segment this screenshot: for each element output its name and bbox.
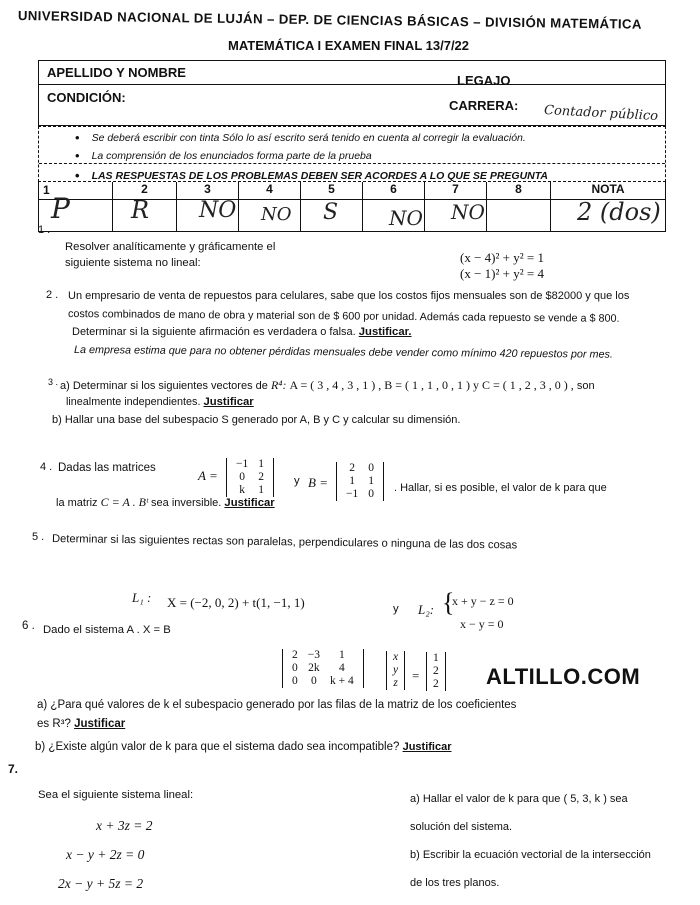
grade-col-2: 2 [113, 182, 177, 231]
q1-number: 1 . [38, 224, 51, 236]
q7-eq2: x − y + 2z = 0 [66, 847, 145, 862]
grade-col-8: 8 [487, 182, 551, 231]
q4-matrix-b: 2 0 1 1 −1 0 [336, 462, 384, 501]
q1-eq1: (x − 4)² + y² = 1 [460, 250, 544, 265]
q6-coef-matrix: 2 −3 1 0 2k 4 0 0 k + 4 [282, 649, 364, 688]
q4-intro: Dadas las matrices [58, 462, 156, 474]
university-header: UNIVERSIDAD NACIONAL DE LUJÁN – DEP. DE CIENCIAS BÁSICAS – DIVISIÓN MATEMÁTICA [17, 8, 642, 32]
q5-l2-eq2: x − y = 0 [460, 617, 504, 631]
q7-intro: Sea el siguiente sistema lineal: [38, 789, 194, 801]
q5-number: 5 . [32, 531, 45, 543]
q6-b-text: b) ¿Existe algún valor de k para que el sistema dado sea incompatible? Justificar [35, 741, 452, 753]
mark-7: NO [451, 200, 485, 224]
grade-col-nota: NOTA [591, 182, 625, 196]
q4-matrix-a: −1 1 0 2 k 1 [226, 458, 274, 497]
carrera-value: Contador público [543, 103, 659, 124]
q7-number: 7. [8, 762, 19, 776]
q6-a-text: a) ¿Para qué valores de k el subespacio generado por las filas de la matriz de los coeficientes [37, 699, 517, 711]
grade-col-6: 6 [363, 182, 425, 231]
q3-b: b) Hallar una base del subespacio S generado por A, B y C y calcular su dimensión. [52, 414, 461, 426]
q4-line2: la matriz C = A . Bᵗ sea inversible. Justificar [56, 495, 275, 509]
condition-row [39, 84, 665, 126]
carrera-label: CARRERA: [449, 98, 519, 113]
q5-l1-label: L₁ : [132, 590, 152, 605]
grade-col-7: 7 [425, 182, 487, 231]
mark-4: NO [261, 204, 292, 225]
condicion-label: CONDICIÓN: [47, 90, 126, 105]
q3-a: a) Determinar si los siguientes vectores de R⁴: A = ( 3 , 4 , 3 , 1 ) , B = ( 1 , 1 , 0 , 1 ) y C = ( 1 , 2 , 3 , 0 ) , son [60, 378, 595, 392]
apellido-label: APELLIDO Y NOMBRE [47, 65, 186, 80]
q6-intro: Dado el sistema A . X = B [43, 624, 171, 636]
q4-number: 4 . [40, 461, 53, 473]
rule-comprehension: • La comprensión de los enunciados forma parte de la prueba [75, 147, 372, 162]
q7-eq1: x + 3z = 2 [96, 818, 153, 833]
q5-l2-eq1: x + y − z = 0 [452, 594, 514, 608]
q4-a-name: A = [198, 468, 218, 483]
rules-divider [39, 163, 665, 164]
mark-3: NO [199, 198, 237, 223]
q7-b-line2: de los tres planos. [410, 877, 500, 889]
q1-text-a: Resolver analíticamente y gráficamente el [65, 241, 276, 253]
grade-col-5: 5 [301, 182, 363, 231]
q5-text: Determinar si las siguientes rectas son paralelas, perpendiculares o ninguna de las dos cosas [51, 533, 518, 552]
q6-equals: = [412, 668, 420, 683]
q7-a-line1: a) Hallar el valor de k para que ( 5, 3, k ) sea [410, 793, 628, 805]
mark-1: P [51, 192, 70, 225]
q6-x-vector: x y z [386, 651, 405, 690]
q2-line4: La empresa estima que para no obtener pérdidas mensuales debe vender como mínimo 420 repuestos por mes. [73, 344, 614, 361]
mark-6: NO [389, 206, 423, 230]
q2-line2: costos combinados de mano de obra y material son de $ 600 por unidad. Además cada repuesto se vende a $ 800. [67, 308, 620, 325]
q6-a-line2: es R³? Justificar [37, 718, 126, 730]
q5-l2-label: L₂: [418, 602, 435, 617]
q6-number: 6 . [22, 620, 35, 632]
rules-box [38, 126, 666, 182]
q4-tail: . Hallar, si es posible, el valor de k para que [394, 482, 607, 494]
q3-a-line2: linealmente independientes. Justificar [66, 396, 254, 408]
grade-col-1: 1 [39, 182, 113, 231]
mark-2: R [131, 196, 150, 224]
q2-justify: Justificar. [358, 326, 412, 338]
grade-col-3: 3 [177, 182, 239, 231]
q5-l1-eq: X = (−2, 0, 2) + t(1, −1, 1) [167, 595, 305, 610]
q4-b-name: B = [308, 475, 328, 490]
q2-line1: Un empresario de venta de repuestos para celulares, sabe que los costos fijos mensuales son de $82000 y que los [68, 290, 630, 302]
grade-table [38, 182, 666, 232]
q2-line3: Determinar si la siguiente afirmación es verdadera o falsa. Justificar. [72, 326, 412, 338]
q6-b-vector: 1 2 2 [426, 652, 446, 691]
q7-b-line1: b) Escribir la ecuación vectorial de la intersección [410, 849, 651, 861]
q7-eq3: 2x − y + 5z = 2 [58, 876, 144, 891]
q7-a-line2: solución del sistema. [410, 821, 513, 833]
rule-ink: • Se deberá escribir con tinta Sólo lo así escrito será tenido en cuenta al corregir la evaluación. [75, 129, 526, 144]
student-info-box [38, 60, 666, 126]
q1-text-b: siguiente sistema no lineal: [65, 257, 201, 269]
mark-5: S [323, 200, 339, 225]
name-row [39, 61, 665, 88]
rule-answers: • LAS RESPUESTAS DE LOS PROBLEMAS DEBEN SER ACORDES A LO QUE SE PREGUNTA [75, 167, 548, 182]
q6-a-justify: Justificar [74, 718, 126, 730]
grade-col-4: 4 [239, 182, 301, 231]
q6-b-justify: Justificar [402, 741, 452, 753]
q3-justify: Justificar [203, 396, 254, 408]
q1-eq2: (x − 1)² + y² = 4 [460, 266, 544, 281]
q2-number: 2 . [46, 289, 59, 301]
exam-title: MATEMÁTICA I EXAMEN FINAL 13/7/22 [228, 38, 470, 53]
q5-l2-brace: { [442, 588, 455, 617]
q4-and: y [294, 475, 300, 487]
legajo-label: LEGAJO [457, 73, 511, 88]
q4-justify: Justificar [224, 497, 275, 509]
q5-and: y [393, 603, 399, 615]
final-grade: 2 (dos) [577, 198, 661, 226]
q3-number: 3 . [48, 377, 59, 387]
altillo-watermark: ALTILLO.COM [486, 664, 641, 689]
